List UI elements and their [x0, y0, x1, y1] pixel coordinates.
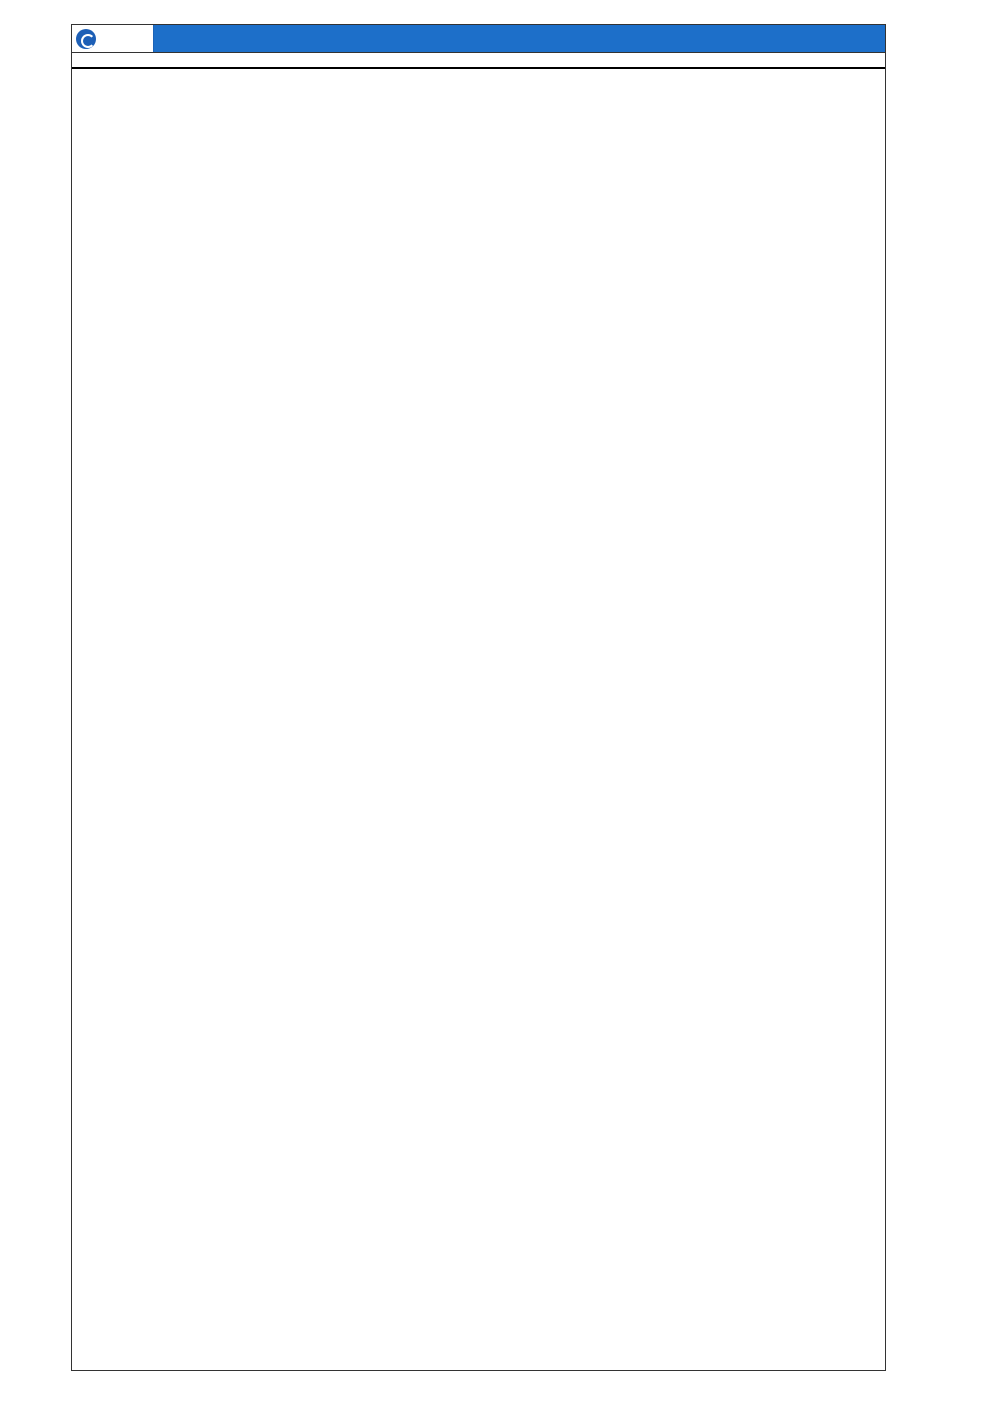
company-logo [72, 25, 154, 52]
logo-icon [76, 29, 96, 49]
report-sheet [71, 24, 886, 1371]
report-header [72, 25, 885, 53]
column-header [72, 53, 885, 69]
report-title [154, 25, 885, 52]
